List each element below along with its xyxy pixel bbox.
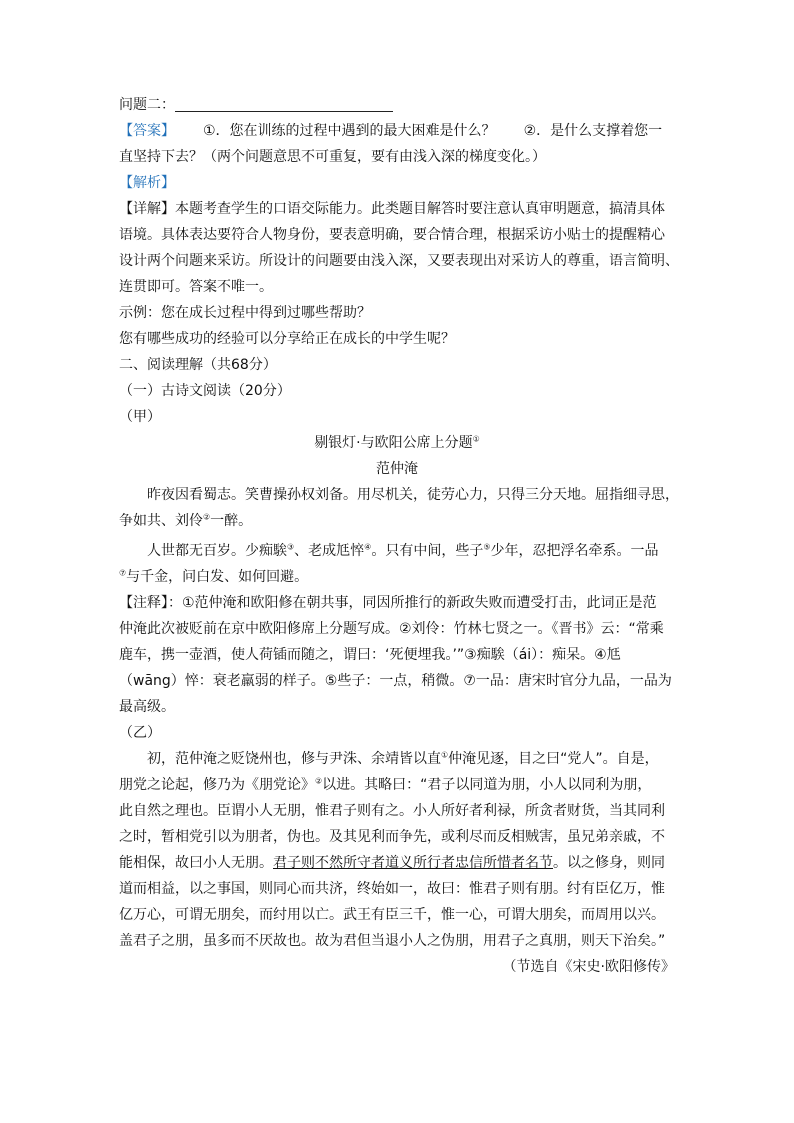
notes-line-2: 仲淹此次被贬前在京中欧阳修席上分题写成。②刘伶：竹林七贤之一。《晋书》云：“常乘 xyxy=(119,621,664,637)
note-marker: ① xyxy=(441,750,449,760)
notes-line-4: （wāng）悴：衰老羸弱的样子。⑤些子：一点，稍微。⑦一品：唐宋时官分九品，一品为 xyxy=(119,673,672,689)
prose-text: 能相保，故曰小人无朋。 xyxy=(119,855,273,871)
answer-q1: ①．您在训练的过程中遇到的最大困难是什么？ xyxy=(203,123,496,139)
detail-line-3: 设计两个问题来采访。所设计的问题要由浅入深，又要表现出对采访人的尊重，语言简明、 xyxy=(119,253,679,269)
part-jia-label: （甲） xyxy=(119,409,161,425)
underlined-sentence: 君子则不然所守者道义所行者忠信所惜者名节 xyxy=(273,855,553,871)
detail-line-4: 连贯即可。答案不唯一。 xyxy=(119,279,273,295)
poem-text: 人世都无百岁。少痴騃 xyxy=(147,543,287,559)
notes-line-5: 最高级。 xyxy=(119,699,175,715)
answer-row xyxy=(119,118,675,144)
notes-line-3: 鹿车，携一壶酒，使人荷锸而随之，谓曰：‘死便埋我。’”③痴騃（ái）：痴呆。④尪 xyxy=(119,647,621,663)
question2-row xyxy=(119,92,675,118)
notes-line-1: 【注释】：①范仲淹和欧阳修在朝共事，同因所推行的新政失败而遭受打击，此词正是范 xyxy=(119,595,657,611)
poem-p1-line-2 xyxy=(119,508,675,534)
poem-title-text: 剔银灯·与欧阳公席上分题 xyxy=(314,435,473,451)
poem-text: 、老成尪悴 xyxy=(294,543,365,559)
answer-q2: ②．是什么支撑着您一 xyxy=(523,123,663,139)
note-marker: ② xyxy=(315,776,323,786)
document-page xyxy=(119,92,679,980)
analysis-tag: 【解析】 xyxy=(119,175,175,191)
prose-text: 。以之修身，则同 xyxy=(553,855,665,871)
prose-text: 朋党之论起，修乃为《朋党论》 xyxy=(119,777,315,793)
poem-title-note: ① xyxy=(472,434,480,444)
prose-line-1 xyxy=(119,746,675,772)
example-line-2: 您有哪些成功的经验可以分享给正在成长的中学生呢？ xyxy=(119,331,455,347)
prose-line-4: 之时，暂相党引以为朋者，伪也。及其见利而争先，或利尽而反相贼害，虽兄弟亲戚，不 xyxy=(119,829,665,845)
prose-source: （节选自《宋史·欧阳修传》 xyxy=(502,959,675,975)
prose-line-2 xyxy=(119,772,675,798)
detail-line-1: 【详解】本题考查学生的口语交际能力。此类题目解答时要注意认真审明题意，搞清具体 xyxy=(119,201,665,217)
subsection-heading: （一）古诗文阅读（20分） xyxy=(119,383,291,399)
prose-line-8: 盖君子之朋，虽多而不厌故也。故为君但当退小人之伪朋，用君子之真朋，则天下治矣。” xyxy=(119,933,666,949)
prose-line-6: 道而相益，以之事国，则同心而共济，终始如一，故曰：惟君子则有朋。纣有臣亿万，惟 xyxy=(119,881,665,897)
detail-line-2: 语境。具体表达要符合人物身份，要表意明确，要合情合理，根据采访小贴士的提醒精心 xyxy=(119,227,665,243)
poem-p2-line-2 xyxy=(119,564,675,590)
poem-p1-line-1: 昨夜因看蜀志。笑曹操孙权刘备。用尽机关，徒劳心力，只得三分天地。屈指细寻思， xyxy=(147,487,679,503)
prose-text: 仲淹见逐，目之曰“党人”。自是， xyxy=(448,751,659,767)
answer-blank-line xyxy=(175,94,393,112)
prose-text: 以进。其略曰：“君子以同道为朋，小人以同利为朋， xyxy=(322,777,652,793)
part-yi-label: （乙） xyxy=(119,725,161,741)
prose-line-5 xyxy=(119,850,675,876)
example-line-1: 示例：您在成长过程中得到过哪些帮助？ xyxy=(119,305,371,321)
note-marker: ⑤ xyxy=(483,542,491,552)
poem-text: 争如共、刘伶 xyxy=(119,513,203,529)
answer-tag: 【答案】 xyxy=(119,123,175,139)
prose-line-3: 此自然之理也。臣谓小人无朋，惟君子则有之。小人所好者利禄，所贪者财货，当其同利 xyxy=(119,803,665,819)
prose-line-7: 亿万心，可谓无朋矣，而纣用以亡。武王有臣三千，惟一心，可谓大朋矣，而周用以兴。 xyxy=(119,907,665,923)
question2-label: 问题二： xyxy=(119,97,175,113)
poem-text: 一醉。 xyxy=(210,513,253,529)
section-heading: 二、阅读理解（共68分） xyxy=(119,357,277,373)
poem-title xyxy=(119,430,675,456)
note-marker: ④ xyxy=(364,542,372,552)
note-marker: ② xyxy=(203,512,211,522)
poem-text: 。只有中间，些子 xyxy=(371,543,484,559)
note-marker: ③ xyxy=(287,542,295,552)
poem-text: 与千金，问白发、如何回避。 xyxy=(126,569,309,585)
poem-p2-line-1 xyxy=(119,538,675,564)
poem-author: 范仲淹 xyxy=(376,461,418,477)
note-marker: ⑦ xyxy=(119,568,127,578)
poem-text: 少年，忍把浮名牵系。一品 xyxy=(490,543,659,559)
answer-row-2: 直坚持下去？（两个问题意思不可重复，要有由浅入深的梯度变化。） xyxy=(119,149,546,165)
prose-text: 初，范仲淹之贬饶州也，修与尹洙、余靖皆以直 xyxy=(147,751,441,767)
